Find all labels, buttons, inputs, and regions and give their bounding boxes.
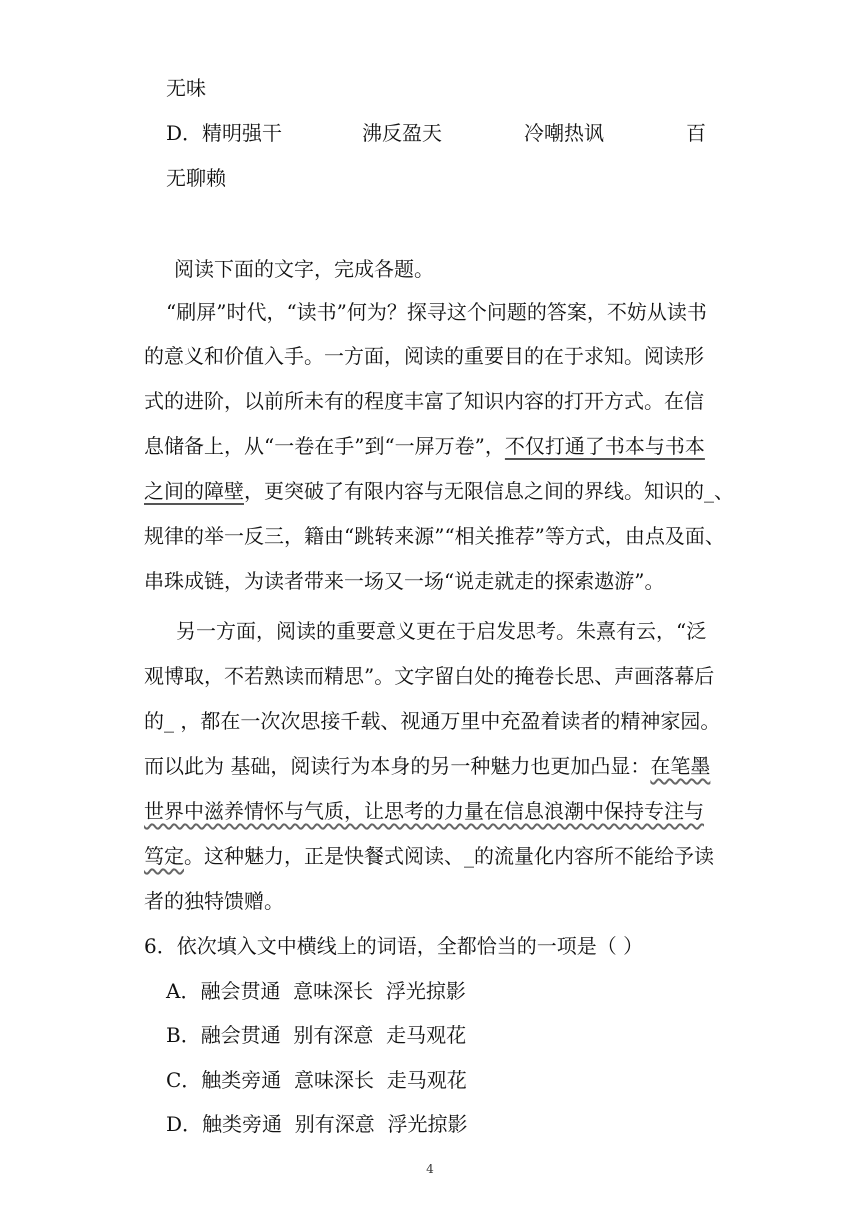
passage-line: 另一方面，阅读的重要意义更在于启发思考。朱熹有云，“泛 <box>176 619 707 643</box>
passage-line: 的_ ，都在一次次思接千载、视通万里中充盈着读者的精神家园。 <box>144 709 721 733</box>
passage-line <box>144 797 704 825</box>
option-c-continuation: 无味 <box>166 76 206 100</box>
passage-line: 的意义和价值入手。一方面，阅读的重要目的在于求知。阅读形 <box>144 344 704 368</box>
passage-line: “刷屏”时代，“读书”何为？探寻这个问题的答案，不妨从读书 <box>166 300 707 324</box>
passage-line: 观博取，不若熟读而精思”。文字留白处的掩卷长思、声画落幕后 <box>144 664 715 688</box>
reading-instruction: 阅读下面的文字，完成各题。 <box>174 257 434 281</box>
passage-line <box>144 752 710 780</box>
option-d-word-4-start: 百 <box>686 121 706 145</box>
passage-line: 串珠成链，为读者带来一场又一场“说走就走的探索遨游”。 <box>144 569 665 593</box>
option-d[interactable]: D．触类旁通 别有深意 浮光掠影 <box>166 1112 468 1136</box>
passage-line: 式的进阶，以前所未有的程度丰富了知识内容的打开方式。在信 <box>144 389 704 413</box>
passage-text: 息储备上，从“一卷在手”到“一屏万卷”， <box>144 434 505 458</box>
question-stem: 6．依次填入文中横线上的词语，全都恰当的一项是（ ） <box>144 934 644 958</box>
passage-line: 者的独特馈赠。 <box>144 889 284 913</box>
passage-line: 规律的举一反三，籍由“跳转来源”“相关推荐”等方式，由点及面、 <box>144 524 725 548</box>
option-d-word-4-end: 无聊赖 <box>166 166 226 190</box>
option-d-word-3: 冷嘲热讽 <box>524 121 604 145</box>
option-b[interactable]: B．融会贯通 别有深意 走马观花 <box>166 1023 467 1047</box>
passage-line <box>144 432 705 460</box>
wavy-underlined-phrase: 笃定 <box>144 844 184 868</box>
underlined-phrase: 之间的障壁 <box>144 479 244 503</box>
underlined-phrase: 不仅打通了书本与书本 <box>504 434 705 458</box>
option-d-label: D．精明强干 <box>166 121 283 145</box>
passage-line <box>144 842 714 870</box>
wavy-underlined-phrase: 世界中滋养情怀与气质，让思考的力量在信息浪潮中保持专注与 <box>144 799 704 823</box>
page-number: 4 <box>426 1162 434 1176</box>
option-c[interactable]: C．触类旁通 意味深长 走马观花 <box>166 1068 467 1092</box>
option-d-word-2: 沸反盈天 <box>362 121 442 145</box>
passage-text: ，更突破了有限内容与无限信息之间的界线。知识的_、 <box>244 479 734 503</box>
passage-text: 。这种魅力，正是快餐式阅读、_的流量化内容所不能给予读 <box>184 844 714 868</box>
passage-line <box>144 477 734 505</box>
wavy-underlined-phrase: 在笔墨 <box>650 754 711 778</box>
passage-text: 而以此为 基础，阅读行为本身的另一种魅力也更加凸显： <box>144 754 651 778</box>
option-a[interactable]: A．融会贯通 意味深长 浮光掠影 <box>166 979 466 1003</box>
